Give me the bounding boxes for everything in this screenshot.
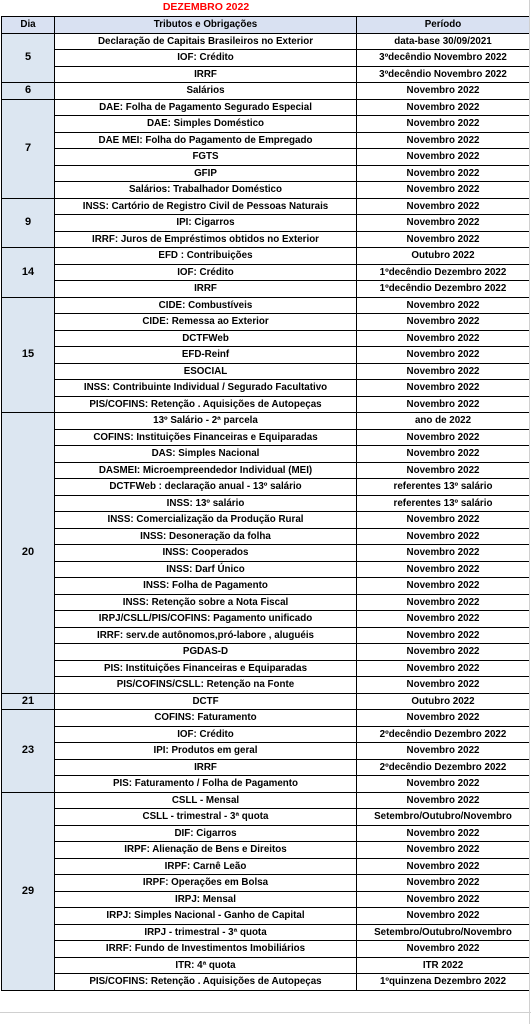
period-cell[interactable]: Novembro 2022 (357, 743, 530, 760)
obligation-cell[interactable]: DAE MEI: Folha do Pagamento de Empregado (55, 132, 357, 149)
table-row (2, 941, 530, 958)
table-row (2, 149, 530, 166)
obligation-cell[interactable]: ESOCIAL (55, 363, 357, 380)
period-cell[interactable]: Novembro 2022 (357, 908, 530, 925)
table-row (2, 347, 530, 364)
period-cell[interactable]: Novembro 2022 (357, 429, 530, 446)
period-cell[interactable]: 1ºdecêndio Dezembro 2022 (357, 264, 530, 281)
obligation-cell[interactable]: DASMEI: Microempreendedor Individual (MEI) (55, 462, 357, 479)
table-row (2, 446, 530, 463)
period-cell[interactable]: ano de 2022 (357, 413, 530, 430)
period-cell[interactable]: Setembro/Outubro/Novembro (357, 924, 530, 941)
period-cell[interactable]: Novembro 2022 (357, 182, 530, 199)
table-row (2, 627, 530, 644)
obligation-cell[interactable]: EFD-Reinf (55, 347, 357, 364)
period-cell[interactable]: Novembro 2022 (357, 842, 530, 859)
obligation-cell[interactable]: INSS: 13º salário (55, 495, 357, 512)
table-row (2, 330, 530, 347)
obligation-cell[interactable]: IOF: Crédito (55, 726, 357, 743)
period-cell[interactable]: Novembro 2022 (357, 116, 530, 133)
sheet-title: DEZEMBRO 2022 (162, 1, 250, 13)
period-cell[interactable]: 2ºdecêndio Dezembro 2022 (357, 759, 530, 776)
table-row (2, 50, 530, 67)
obligation-cell[interactable]: DAE: Simples Doméstico (55, 116, 357, 133)
period-cell[interactable]: Setembro/Outubro/Novembro (357, 809, 530, 826)
table-row (2, 974, 530, 991)
period-cell[interactable]: 1ºquinzena Dezembro 2022 (357, 974, 530, 991)
period-cell[interactable]: referentes 13º salário (357, 495, 530, 512)
period-cell[interactable]: Novembro 2022 (357, 594, 530, 611)
obligation-cell[interactable]: PIS: Faturamento / Folha de Pagamento (55, 776, 357, 793)
table-row (2, 215, 530, 232)
table-row (2, 99, 530, 116)
obligation-cell[interactable]: IRRF (55, 281, 357, 298)
table-row (2, 314, 530, 331)
period-cell[interactable]: Novembro 2022 (357, 347, 530, 364)
period-cell[interactable]: Novembro 2022 (357, 644, 530, 661)
table-row (2, 908, 530, 925)
table-row (2, 875, 530, 892)
obligation-cell[interactable]: IRPF: Operações em Bolsa (55, 875, 357, 892)
table-row (2, 165, 530, 182)
obligation-cell[interactable]: CSLL - Mensal (55, 792, 357, 809)
table-row (2, 759, 530, 776)
header-periodo: Período (357, 17, 530, 34)
period-cell[interactable]: data-base 30/09/2021 (357, 33, 530, 50)
obligation-cell[interactable]: IPI: Cigarros (55, 215, 357, 232)
period-cell[interactable]: Novembro 2022 (357, 627, 530, 644)
obligation-cell[interactable]: IRRF: Fundo de Investimentos Imobiliários (55, 941, 357, 958)
obligation-cell[interactable]: PGDAS-D (55, 644, 357, 661)
obligation-cell[interactable]: IRPJ: Simples Nacional - Ganho de Capital (55, 908, 357, 925)
obligation-cell[interactable]: IOF: Crédito (55, 264, 357, 281)
period-cell[interactable]: Novembro 2022 (357, 99, 530, 116)
table-row (2, 66, 530, 83)
table-row (2, 380, 530, 397)
table-row (2, 132, 530, 149)
obligation-cell[interactable]: PIS: Instituições Financeiras e Equiparadas (55, 660, 357, 677)
table-row (2, 297, 530, 314)
table-row (2, 248, 530, 265)
period-cell[interactable]: 1ºdecêndio Dezembro 2022 (357, 281, 530, 298)
obligation-cell[interactable]: IRRF: serv.de autônomos,pró-labore , aluguéis (55, 627, 357, 644)
table-row (2, 462, 530, 479)
table-row (2, 429, 530, 446)
obligation-cell[interactable]: EFD : Contribuições (55, 248, 357, 265)
obligation-cell[interactable]: INSS: Contribuinte Individual / Segurado Facultativo (55, 380, 357, 397)
table-row (2, 743, 530, 760)
obligation-cell[interactable]: IOF: Crédito (55, 50, 357, 67)
obligation-cell[interactable]: IRPF: Alienação de Bens e Direitos (55, 842, 357, 859)
period-cell[interactable]: Novembro 2022 (357, 710, 530, 727)
obligation-cell[interactable]: INSS: Folha de Pagamento (55, 578, 357, 595)
period-cell[interactable]: 3ºdecêndio Novembro 2022 (357, 66, 530, 83)
obligation-cell[interactable]: PIS/COFINS: Retenção . Aquisições de Autopeças (55, 974, 357, 991)
period-cell[interactable]: Novembro 2022 (357, 363, 530, 380)
obligation-cell[interactable]: IRPF: Carnê Leão (55, 858, 357, 875)
table-row (2, 594, 530, 611)
period-cell[interactable]: Novembro 2022 (357, 891, 530, 908)
period-cell[interactable]: Novembro 2022 (357, 792, 530, 809)
table-row (2, 512, 530, 529)
obligation-cell[interactable]: Salários: Trabalhador Doméstico (55, 182, 357, 199)
obligation-cell[interactable]: INSS: Comercialização da Produção Rural (55, 512, 357, 529)
header-tributos: Tributos e Obrigações (55, 17, 357, 34)
obligation-cell[interactable]: DAE: Folha de Pagamento Segurado Especial (55, 99, 357, 116)
obligation-cell[interactable]: IRRF (55, 66, 357, 83)
period-cell[interactable]: Novembro 2022 (357, 380, 530, 397)
table-row (2, 825, 530, 842)
obligation-cell[interactable]: FGTS (55, 149, 357, 166)
day-cell[interactable]: 7 (2, 99, 55, 198)
obligation-cell[interactable]: CIDE: Remessa ao Exterior (55, 314, 357, 331)
table-row (2, 363, 530, 380)
obligation-cell[interactable]: IRPJ/CSLL/PIS/COFINS: Pagamento unificado (55, 611, 357, 628)
period-cell[interactable]: Novembro 2022 (357, 198, 530, 215)
day-cell[interactable]: 15 (2, 297, 55, 413)
table-row (2, 660, 530, 677)
day-cell[interactable]: 20 (2, 413, 55, 694)
day-cell[interactable]: 21 (2, 693, 55, 710)
obligation-cell[interactable]: GFIP (55, 165, 357, 182)
obligation-cell[interactable]: CIDE: Combustíveis (55, 297, 357, 314)
period-cell[interactable]: Novembro 2022 (357, 561, 530, 578)
table-row (2, 281, 530, 298)
period-cell[interactable]: Outubro 2022 (357, 248, 530, 265)
day-cell[interactable]: 23 (2, 710, 55, 793)
obligation-cell[interactable]: Salários (55, 83, 357, 100)
period-cell[interactable]: Novembro 2022 (357, 297, 530, 314)
table-row (2, 561, 530, 578)
table-row (2, 578, 530, 595)
period-cell[interactable]: Novembro 2022 (357, 512, 530, 529)
obligation-cell[interactable]: DCTFWeb (55, 330, 357, 347)
day-cell[interactable]: 6 (2, 83, 55, 100)
table-row (2, 924, 530, 941)
obligation-cell[interactable]: IRPJ - trimestral - 3ª quota (55, 924, 357, 941)
table-row (2, 198, 530, 215)
table-row (2, 396, 530, 413)
period-cell[interactable]: Novembro 2022 (357, 578, 530, 595)
sheet-gridline (0, 1012, 531, 1013)
table-row (2, 413, 530, 430)
period-cell[interactable]: Novembro 2022 (357, 330, 530, 347)
table-row (2, 83, 530, 100)
day-cell[interactable]: 9 (2, 198, 55, 248)
obligation-cell[interactable]: INSS: Cartório de Registro Civil de Pessoas Naturais (55, 198, 357, 215)
obligation-cell[interactable]: IRPJ: Mensal (55, 891, 357, 908)
obligation-cell[interactable]: COFINS: Faturamento (55, 710, 357, 727)
obligation-cell[interactable]: DCTFWeb : declaração anual - 13º salário (55, 479, 357, 496)
period-cell[interactable]: Novembro 2022 (357, 528, 530, 545)
period-cell[interactable]: Novembro 2022 (357, 165, 530, 182)
period-cell[interactable]: Novembro 2022 (357, 314, 530, 331)
period-cell[interactable]: Novembro 2022 (357, 776, 530, 793)
period-cell[interactable]: Novembro 2022 (357, 545, 530, 562)
header-dia: Dia (2, 17, 55, 34)
obligation-cell[interactable]: PIS/COFINS/CSLL: Retenção na Fonte (55, 677, 357, 694)
table-row (2, 644, 530, 661)
obligation-cell[interactable]: IRRF: Juros de Empréstimos obtidos no Exterior (55, 231, 357, 248)
tax-calendar-table (1, 16, 530, 991)
period-cell[interactable]: Novembro 2022 (357, 660, 530, 677)
period-cell[interactable]: Novembro 2022 (357, 858, 530, 875)
obligation-cell[interactable]: IPI: Produtos em geral (55, 743, 357, 760)
obligation-cell[interactable]: DAS: Simples Nacional (55, 446, 357, 463)
table-row (2, 182, 530, 199)
period-cell[interactable]: Novembro 2022 (357, 611, 530, 628)
obligation-cell[interactable]: INSS: Darf Único (55, 561, 357, 578)
period-cell[interactable]: Novembro 2022 (357, 149, 530, 166)
header-row (2, 17, 530, 34)
table-row (2, 479, 530, 496)
table-row (2, 231, 530, 248)
day-cell[interactable]: 5 (2, 33, 55, 83)
table-row (2, 858, 530, 875)
sheet-gridline (529, 0, 530, 1024)
table-row (2, 710, 530, 727)
obligation-cell[interactable]: ITR: 4ª quota (55, 957, 357, 974)
table-row (2, 726, 530, 743)
period-cell[interactable]: Novembro 2022 (357, 132, 530, 149)
obligation-cell[interactable]: INSS: Retenção sobre a Nota Fiscal (55, 594, 357, 611)
period-cell[interactable]: Novembro 2022 (357, 231, 530, 248)
table-row (2, 495, 530, 512)
obligation-cell[interactable]: COFINS: Instituições Financeiras e Equiparadas (55, 429, 357, 446)
table-row (2, 842, 530, 859)
day-cell[interactable]: 14 (2, 248, 55, 298)
table-row (2, 264, 530, 281)
obligation-cell[interactable]: CSLL - trimestral - 3ª quota (55, 809, 357, 826)
obligation-cell[interactable]: PIS/COFINS: Retenção . Aquisições de Autopeças (55, 396, 357, 413)
period-cell[interactable]: 3ºdecêndio Novembro 2022 (357, 50, 530, 67)
obligation-cell[interactable]: IRRF (55, 759, 357, 776)
period-cell[interactable]: Novembro 2022 (357, 215, 530, 232)
table-row (2, 957, 530, 974)
period-cell[interactable]: Novembro 2022 (357, 396, 530, 413)
period-cell[interactable]: Novembro 2022 (357, 677, 530, 694)
obligation-cell[interactable]: INSS: Cooperados (55, 545, 357, 562)
period-cell[interactable]: Novembro 2022 (357, 83, 530, 100)
period-cell[interactable]: Novembro 2022 (357, 825, 530, 842)
obligation-cell[interactable]: DCTF (55, 693, 357, 710)
day-cell[interactable]: 29 (2, 792, 55, 990)
table-row (2, 677, 530, 694)
table-row (2, 116, 530, 133)
table-row (2, 33, 530, 50)
table-row (2, 528, 530, 545)
table-row (2, 545, 530, 562)
obligation-cell[interactable]: Declaração de Capitais Brasileiros no Exterior (55, 33, 357, 50)
table-row (2, 809, 530, 826)
table-row (2, 776, 530, 793)
obligation-cell[interactable]: DIF: Cigarros (55, 825, 357, 842)
period-cell[interactable]: 2ºdecêndio Dezembro 2022 (357, 726, 530, 743)
period-cell[interactable]: Novembro 2022 (357, 875, 530, 892)
table-row (2, 611, 530, 628)
period-cell[interactable]: ITR 2022 (357, 957, 530, 974)
table-body (2, 33, 530, 990)
period-cell[interactable]: referentes 13º salário (357, 479, 530, 496)
obligation-cell[interactable]: INSS: Desoneração da folha (55, 528, 357, 545)
table-row (2, 891, 530, 908)
period-cell[interactable]: Novembro 2022 (357, 446, 530, 463)
table-row (2, 693, 530, 710)
obligation-cell[interactable]: 13º Salário - 2ª parcela (55, 413, 357, 430)
period-cell[interactable]: Novembro 2022 (357, 462, 530, 479)
period-cell[interactable]: Outubro 2022 (357, 693, 530, 710)
table-row (2, 792, 530, 809)
period-cell[interactable]: Novembro 2022 (357, 941, 530, 958)
